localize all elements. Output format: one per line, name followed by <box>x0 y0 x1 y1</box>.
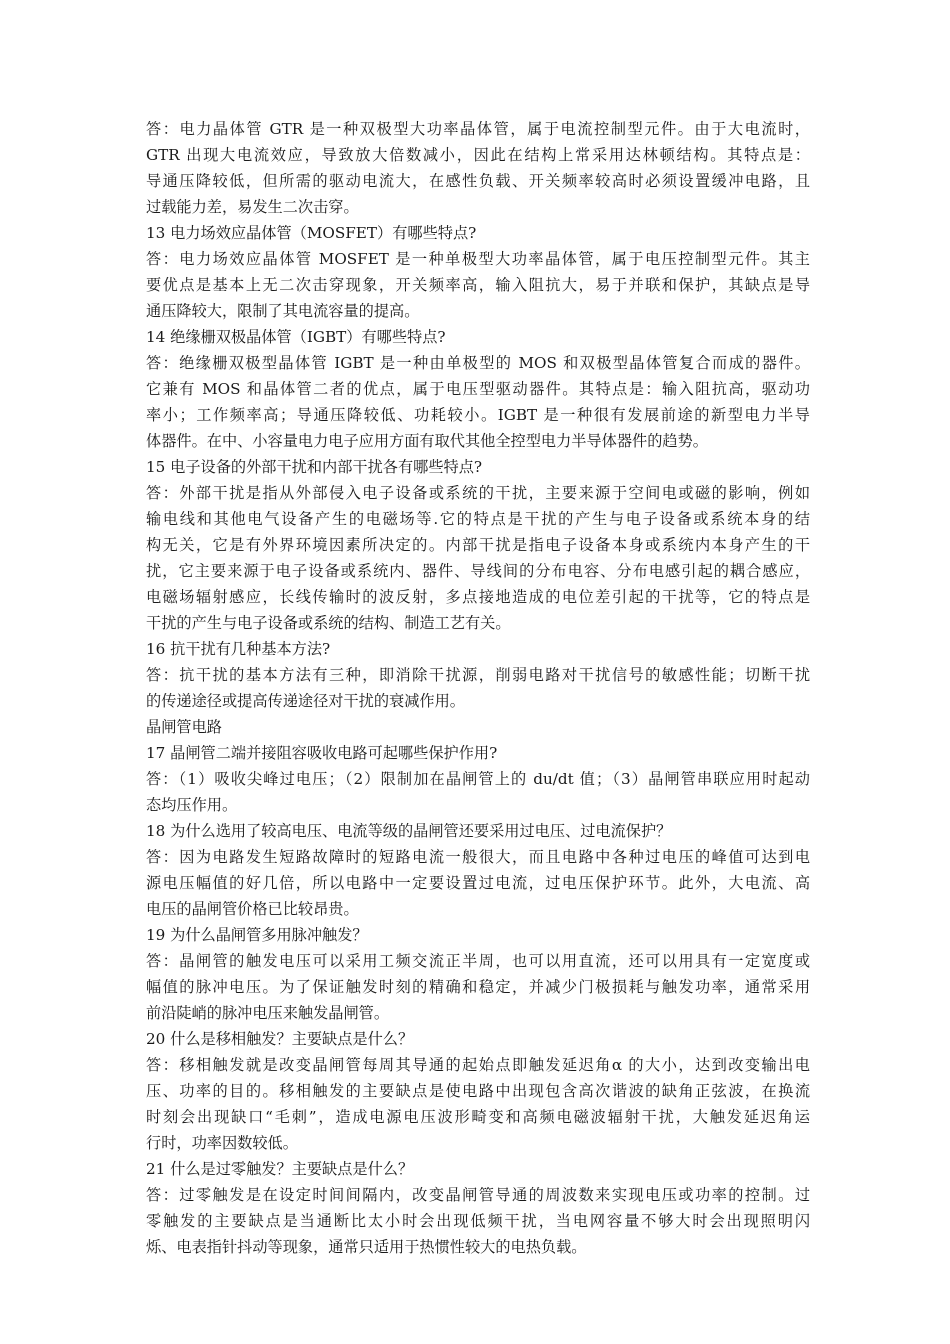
question-line: 20 什么是移相触发？主要缺点是什么？ <box>146 1030 414 1048</box>
answer-line: 答：抗干扰的基本方法有三种，即消除干扰源，削弱电路对干扰信号的敏感性能；切断干扰 <box>146 666 810 684</box>
section-heading: 晶闸管电路 <box>146 718 222 736</box>
question-line: 21 什么是过零触发？主要缺点是什么？ <box>146 1160 414 1178</box>
answer-line: 构无关，它是有外界环境因素所决定的。内部干扰是指电子设备本身或系统内本身产生的干 <box>146 536 810 554</box>
answer-line: 答：过零触发是在设定时间间隔内，改变晶闸管导通的周波数来实现电压或功率的控制。过 <box>146 1186 810 1204</box>
answer-line: 幅值的脉冲电压。为了保证触发时刻的精确和稳定，并减少门极损耗与触发功率，通常采用 <box>146 978 810 996</box>
answer-line: 答：晶闸管的触发电压可以采用工频交流正半周，也可以用直流，还可以用具有一定宽度或 <box>146 952 810 970</box>
answer-line: 导通压降较低，但所需的驱动电流大，在感性负载、开关频率较高时必须设置缓冲电路，且 <box>146 172 810 190</box>
answer-line: 烁、电表指针抖动等现象，通常只适用于热惯性较大的电热负载。 <box>146 1238 587 1256</box>
answer-line: 答：（1）吸收尖峰过电压；（2）限制加在晶闸管上的 du/dt 值；（3）晶闸管串联应用时起动 <box>146 770 810 788</box>
answer-line: 率小；工作频率高；导通压降较低、功耗较小。IGBT 是一种很有发展前途的新型电力半导 <box>146 406 810 424</box>
answer-line: 它兼有 MOS 和晶体管二者的优点，属于电压型驱动器件。其特点是：输入阻抗高，驱动功 <box>146 380 810 398</box>
question-line: 16 抗干扰有几种基本方法? <box>146 640 331 658</box>
question-line: 15 电子设备的外部干扰和内部干扰各有哪些特点? <box>146 458 483 476</box>
answer-line: 扰，它主要来源于电子设备或系统内、器件、导线间的分布电容、分布电感引起的耦合感应， <box>146 562 810 580</box>
answer-line: 要优点是基本上无二次击穿现象，开关频率高，输入阻抗大，易于并联和保护，其缺点是导 <box>146 276 810 294</box>
question-line: 19 为什么晶闸管多用脉冲触发？ <box>146 926 368 944</box>
answer-line: 态均压作用。 <box>146 796 238 814</box>
question-line: 13 电力场效应晶体管（MOSFET）有哪些特点? <box>146 224 477 242</box>
answer-line: 答：绝缘栅双极型晶体管 IGBT 是一种由单极型的 MOS 和双极型晶体管复合而成的器件。 <box>146 354 810 372</box>
answer-line: 答：外部干扰是指从外部侵入电子设备或系统的干扰，主要来源于空间电或磁的影响，例如 <box>146 484 810 502</box>
answer-line: 通压降较大，限制了其电流容量的提高。 <box>146 302 420 320</box>
answer-line: 时刻会出现缺口“毛刺”，造成电源电压波形畸变和高频电磁波辐射干扰，大触发延迟角运 <box>146 1108 810 1126</box>
answer-line: 答：因为电路发生短路故障时的短路电流一般很大，而且电路中各种过电压的峰值可达到电 <box>146 848 810 866</box>
answer-line: 源电压幅值的好几倍，所以电路中一定要设置过电流，过电压保护环节。此外，大电流、高 <box>146 874 810 892</box>
question-line: 18 为什么选用了较高电压、电流等级的晶闸管还要采用过电压、过电流保护？ <box>146 822 672 840</box>
question-line: 17 晶闸管二端并接阻容吸收电路可起哪些保护作用? <box>146 744 498 762</box>
answer-line: GTR 出现大电流效应，导致放大倍数减小，因此在结构上常采用达林顿结构。其特点是： <box>146 146 810 164</box>
answer-line: 前沿陡峭的脉冲电压来触发晶闸管。 <box>146 1004 389 1022</box>
answer-line: 干扰的产生与电子设备或系统的结构、制造工艺有关。 <box>146 614 511 632</box>
answer-line: 压、功率的目的。移相触发的主要缺点是使电路中出现包含高次谐波的缺角正弦波，在换流 <box>146 1082 810 1100</box>
document-page <box>146 116 810 1260</box>
answer-line: 过载能力差，易发生二次击穿。 <box>146 198 359 216</box>
answer-line: 输电线和其他电气设备产生的电磁场等.它的特点是干扰的产生与电子设备或系统本身的结 <box>146 510 810 528</box>
question-line: 14 绝缘栅双极晶体管（IGBT）有哪些特点? <box>146 328 446 346</box>
answer-line: 答：移相触发就是改变晶闸管每周其导通的起始点即触发延迟角α 的大小，达到改变输出电 <box>146 1056 810 1074</box>
answer-line: 电磁场辐射感应，长线传输时的波反射，多点接地造成的电位差引起的干扰等，它的特点是 <box>146 588 810 606</box>
answer-line: 的传递途径或提高传递途径对干扰的衰减作用。 <box>146 692 465 710</box>
answer-line: 体器件。在中、小容量电力电子应用方面有取代其他全控型电力半导体器件的趋势。 <box>146 432 708 450</box>
answer-line: 零触发的主要缺点是当通断比太小时会出现低频干扰，当电网容量不够大时会出现照明闪 <box>146 1212 810 1230</box>
answer-line: 答：电力场效应晶体管 MOSFET 是一种单极型大功率晶体管，属于电压控制型元件。其主 <box>146 250 810 268</box>
answer-line: 答：电力晶体管 GTR 是一种双极型大功率晶体管，属于电流控制型元件。由于大电流时， <box>146 120 810 138</box>
answer-line: 行时，功率因数较低。 <box>146 1134 298 1152</box>
answer-line: 电压的晶闸管价格已比较昂贵。 <box>146 900 359 918</box>
